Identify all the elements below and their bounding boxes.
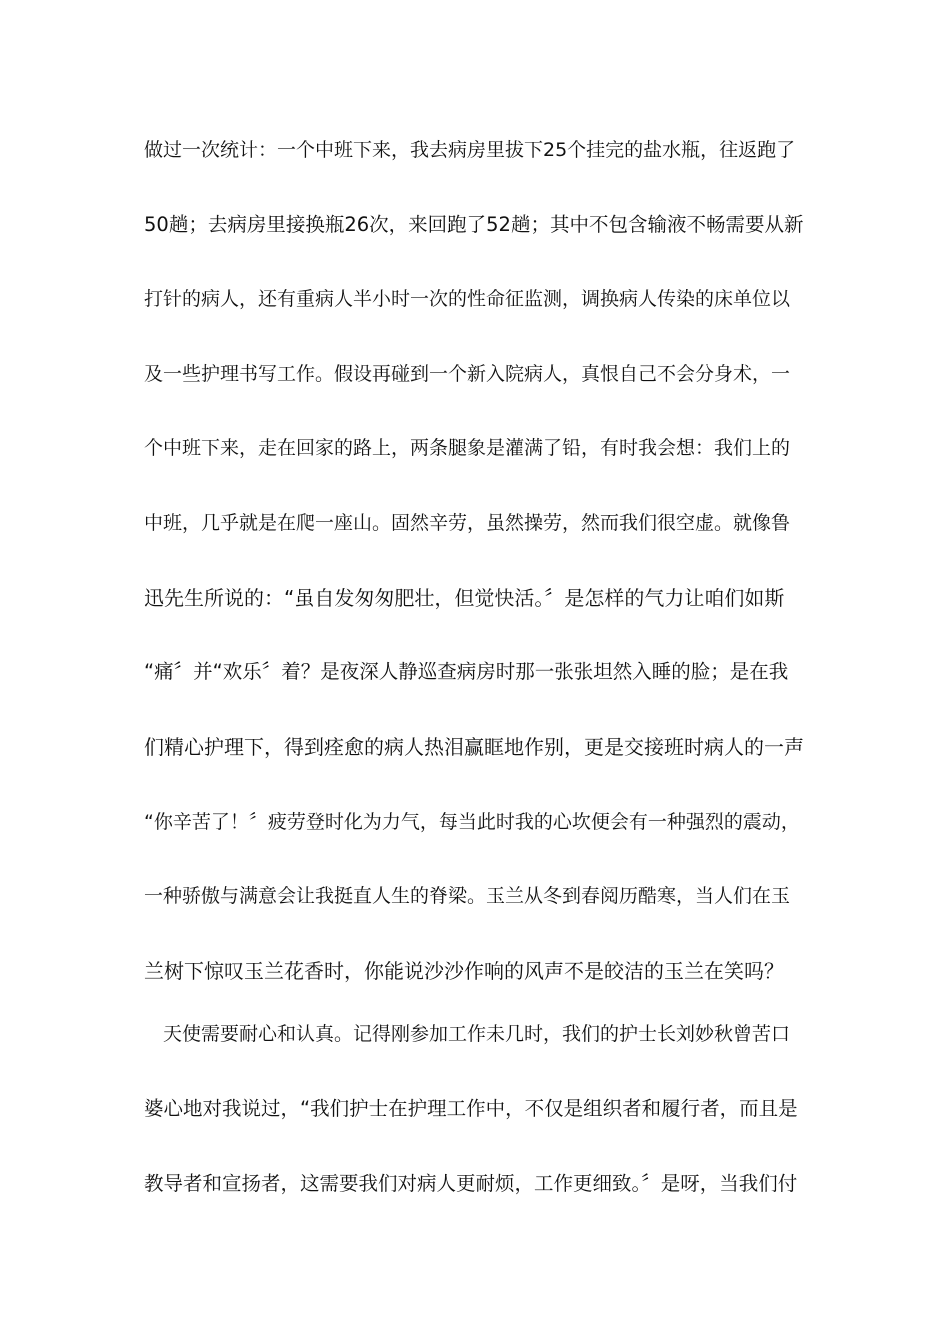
text-line: 兰树下惊叹玉兰花香时，你能说沙沙作响的风声不是皎洁的玉兰在笑吗？ — [144, 959, 784, 983]
text-line: 个中班下来，走在回家的路上，两条腿象是灌满了铅，有时我会想：我们上的 — [144, 437, 791, 459]
text-line: 们精心护理下，得到痊愈的病人热泪赢眶地作别，更是交接班时病人的一声 — [144, 735, 804, 759]
text-line: 及一些护理书写工作。假设再碰到一个新入院病人，真恨自己不会分身术，一 — [144, 363, 791, 385]
text-line: 中班，几乎就是在爬一座山。固然辛劳，虽然操劳，然而我们很空虚。就像鲁 — [144, 512, 791, 534]
text-line: 一种骄傲与满意会让我挺直人生的脊梁。玉兰从冬到春阅历酷寒，当人们在玉 — [144, 885, 791, 907]
text-line: 教导者和宣扬者，这需要我们对病人更耐烦，工作更细致。〞是呀，当我们付 — [144, 1172, 798, 1195]
text-line: 婆心地对我说过，“我们护士在护理工作中，不仅是组织者和履行者，而且是 — [144, 1097, 798, 1120]
text-line: 50趟；去病房里接换瓶26次，来回跑了52趟；其中不包含输液不畅需要从新 — [144, 213, 804, 236]
text-line: 迅先生所说的：“虽自发匆匆肥壮，但觉快活。〞是怎样的气力让咱们如斯 — [144, 586, 785, 610]
text-line: 做过一次统计：一个中班下来，我去病房里拔下25个挂完的盐水瓶，往返跑了 — [144, 139, 796, 161]
paragraph-start-line: 天使需要耐心和认真。记得刚参加工作未几时，我们的护士长刘妙秋曾苦口 — [144, 1023, 791, 1045]
text-line: “痛〞并“欢乐〞着？是夜深人静巡查病房时那一张张坦然入睡的脸；是在我 — [144, 660, 789, 683]
text-line: 打针的病人，还有重病人半小时一次的性命征监测，调换病人传染的床单位以 — [144, 288, 791, 310]
text-line: “你辛苦了！〞疲劳登时化为力气，每当此时我的心坎便会有一种强烈的震动， — [144, 811, 800, 833]
